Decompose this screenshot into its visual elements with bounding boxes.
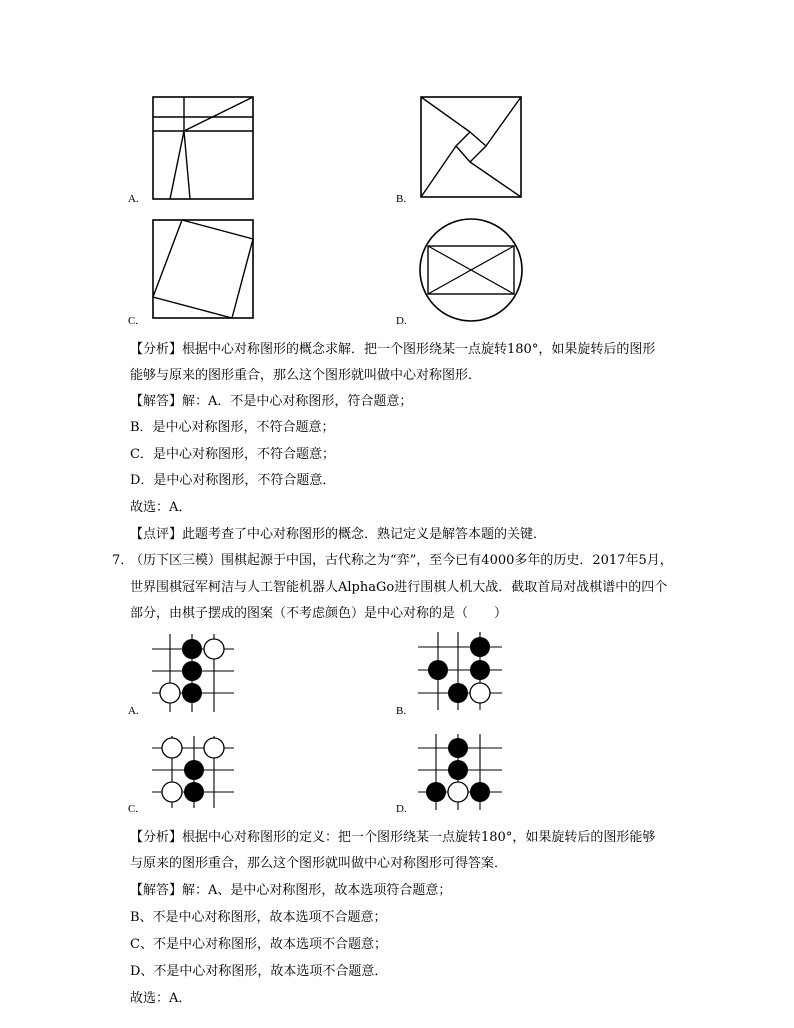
option-label-7c: C.	[128, 803, 139, 815]
option-label-6a: A.	[128, 193, 139, 205]
go-figure-7b	[416, 630, 504, 712]
q7-answer-line-3: C、不是中心对称图形，故本选项不合题意；	[130, 937, 387, 952]
q6-answer-line-1: 【解答】解：A．不是中心对称图形，符合题意；	[130, 394, 413, 409]
q7-number: 7．	[112, 553, 134, 568]
q6-answer-line-2: B．是中心对称图形，不符合题意；	[130, 420, 335, 435]
figure-6b	[420, 96, 522, 198]
q7-analysis-line-2: 与原来的图形重合，那么这个图形就叫做中心对称图形可得答案．	[130, 856, 508, 871]
q7-answer-line-2: B、不是中心对称图形，故本选项不合题意；	[130, 910, 387, 925]
q6-analysis-line-1: 【分析】根据中心对称图形的概念求解．把一个图形绕某一点旋转180°，如果旋转后的图形	[130, 342, 656, 357]
go-figure-7a	[150, 632, 236, 714]
figure-6d	[418, 218, 524, 322]
figure-6c	[152, 219, 254, 319]
q7-answer-line-1: 【解答】解：A、是中心对称图形，故本选项符合题意；	[130, 883, 452, 898]
q7-answer-line-5: 故选：A．	[130, 991, 192, 1006]
q6-analysis-line-2: 能够与原来的图形重合，那么这个图形就叫做中心对称图形．	[130, 368, 482, 383]
q6-answer-line-5: 故选：A．	[130, 500, 192, 515]
option-label-6d: D.	[396, 315, 407, 327]
option-label-7b: B.	[396, 705, 407, 717]
option-label-6b: B.	[396, 193, 407, 205]
q7-answer-line-4: D、不是中心对称图形，故本选项不合题意．	[130, 964, 388, 979]
option-label-7a: A.	[128, 705, 139, 717]
q6-answer-line-4: D．是中心对称图形，不符合题意．	[130, 473, 336, 488]
option-label-6c: C.	[128, 315, 139, 327]
go-figure-7c	[150, 734, 236, 810]
q7-question-line-1: （历下区三模）围棋起源于中国，古代称之为“弈”，至今已有4000多年的历史．2017年5月，	[130, 553, 673, 568]
q7-analysis-line-1: 【分析】根据中心对称图形的定义：把一个图形绕某一点旋转180°，如果旋转后的图形能够	[130, 830, 656, 845]
q7-question-line-2: 世界围棋冠军柯洁与人工智能机器人AlphaGo进行围棋人机大战．截取首局对战棋谱中的四个	[130, 580, 668, 595]
go-figure-7d	[416, 732, 504, 812]
q6-answer-line-3: C．是中心对称图形，不符合题意；	[130, 447, 335, 462]
q7-question-line-3: 部分，由棋子摆成的图案（不考虑颜色）是中心对称的是（ ）	[130, 606, 508, 621]
option-label-7d: D.	[396, 803, 407, 815]
figure-6a	[152, 96, 254, 200]
q6-comment: 【点评】此题考查了中心对称图形的概念．熟记定义是解答本题的关键．	[130, 527, 547, 542]
